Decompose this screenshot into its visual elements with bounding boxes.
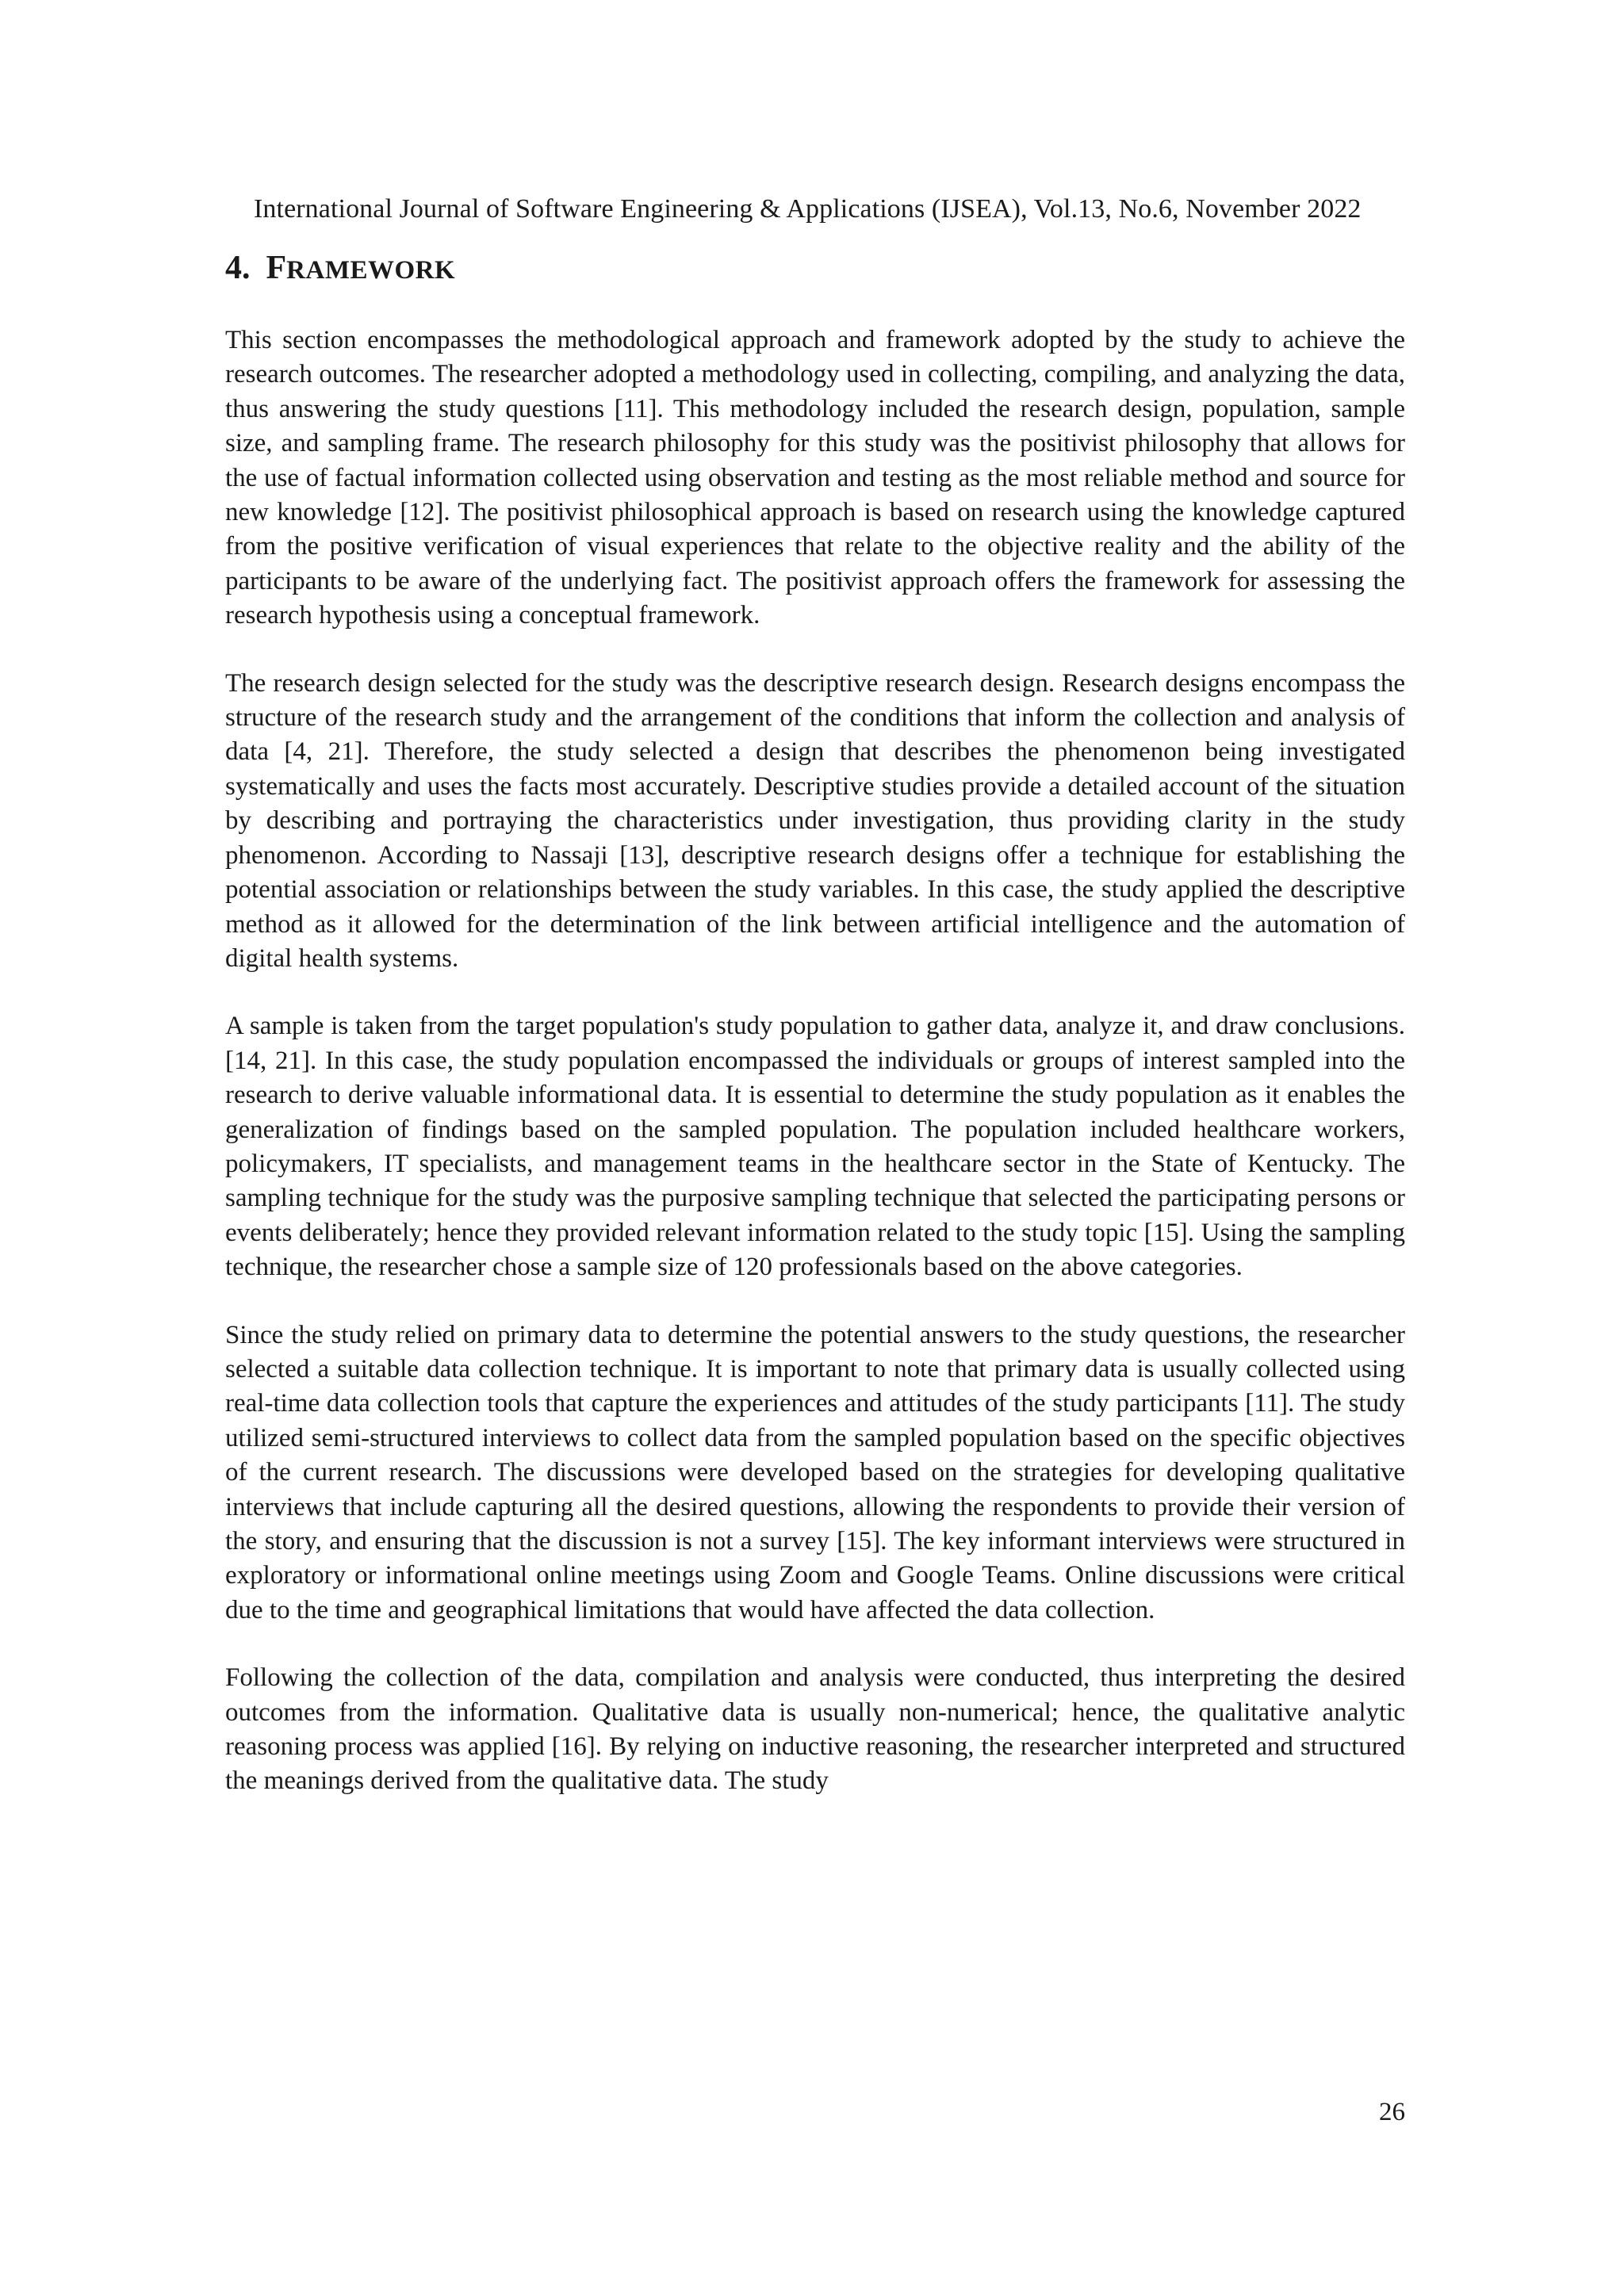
section-title-rest: RAMEWORK: [286, 256, 456, 285]
paragraph-data-collection: Since the study relied on primary data to determine the potential answers to the study questions, the researcher selected a suitable data collection technique. It is important to note that primary data is usually collected using real-time data collection tools that capture the experiences and attitudes of the study participants [11]. The study utilized semi-structured interviews to collect data from the sampled population based on the specific objectives of the current research. The discussions were developed based on the strategies for developing qualitative interviews that include capturing all the desired questions, allowing the respondents to provide their version of the story, and ensuring that the discussion is not a survey [15]. The key informant interviews were structured in exploratory or informational online meetings using Zoom and Google Teams. Online discussions were critical due to the time and geographical limitations that would have affected the data collection.: [225, 1320, 1405, 1624]
paragraph-data-analysis: Following the collection of the data, compilation and analysis were conducted, thus interpreting the desired outcomes from the information. Qualitative data is usually non-numerical; hence, the qualitative analytic reasoning process was applied [16]. By relying on inductive reasoning, the researcher interpreted and structured the meanings derived from the qualitative data. The study: [225, 1663, 1405, 1796]
running-header: International Journal of Software Engineering & Applications (IJSEA), Vol.13, No.6, November 2022: [254, 194, 1362, 224]
section-number: 4.: [225, 250, 251, 286]
section-title-initial: F: [266, 250, 287, 286]
page-number: 26: [1379, 2098, 1405, 2126]
paragraph-methodology: This section encompasses the methodological approach and framework adopted by the study to achieve the research outcomes. The researcher adopted a methodology used in collecting, compiling, and analyzing the data, thus answering the study questions [11]. This methodology included the research design, population, sample size, and sampling frame. The research philosophy for this study was the positivist philosophy that allows for the use of factual information collected using observation and testing as the most reliable method and source for new knowledge [12]. The positivist philosophical approach is based on research using the knowledge captured from the positive verification of visual experiences that relate to the objective reality and the ability of the participants to be aware of the underlying fact. The positivist approach offers the framework for assessing the research hypothesis using a conceptual framework.: [225, 326, 1405, 630]
paragraph-sample-population: A sample is taken from the target population's study population to gather data, analyze it, and draw conclusions. [14, 21]. In this case, the study population encompassed the individuals or groups of interest sampled into the research to derive valuable informational data. It is essential to determine the study population as it enables the generalization of findings based on the sampled population. The population included healthcare workers, policymakers, IT specialists, and management teams in the healthcare sector in the State of Kentucky. The sampling technique for the study was the purposive sampling technique that selected the participating persons or events deliberately; hence they provided relevant information related to the study topic [15]. Using the sampling technique, the researcher chose a sample size of 120 professionals based on the above categories.: [225, 1012, 1405, 1282]
paragraph-research-design: The research design selected for the study was the descriptive research design. Research designs encompass the structure of the research study and the arrangement of the conditions that inform the collection and analysis of data [4, 21]. Therefore, the study selected a design that describes the phenomenon being investigated systematically and uses the facts most accurately. Descriptive studies provide a detailed account of the situation by describing and portraying the characteristics under investigation, thus providing clarity in the study phenomenon. According to Nassaji [13], descriptive research designs offer a technique for establishing the potential association or relationships between the study variables. In this case, the study applied the descriptive method as it allowed for the determination of the link between artificial intelligence and the automation of digital health systems.: [225, 668, 1405, 973]
section-heading: [225, 246, 455, 293]
body-text: [225, 323, 1405, 1832]
